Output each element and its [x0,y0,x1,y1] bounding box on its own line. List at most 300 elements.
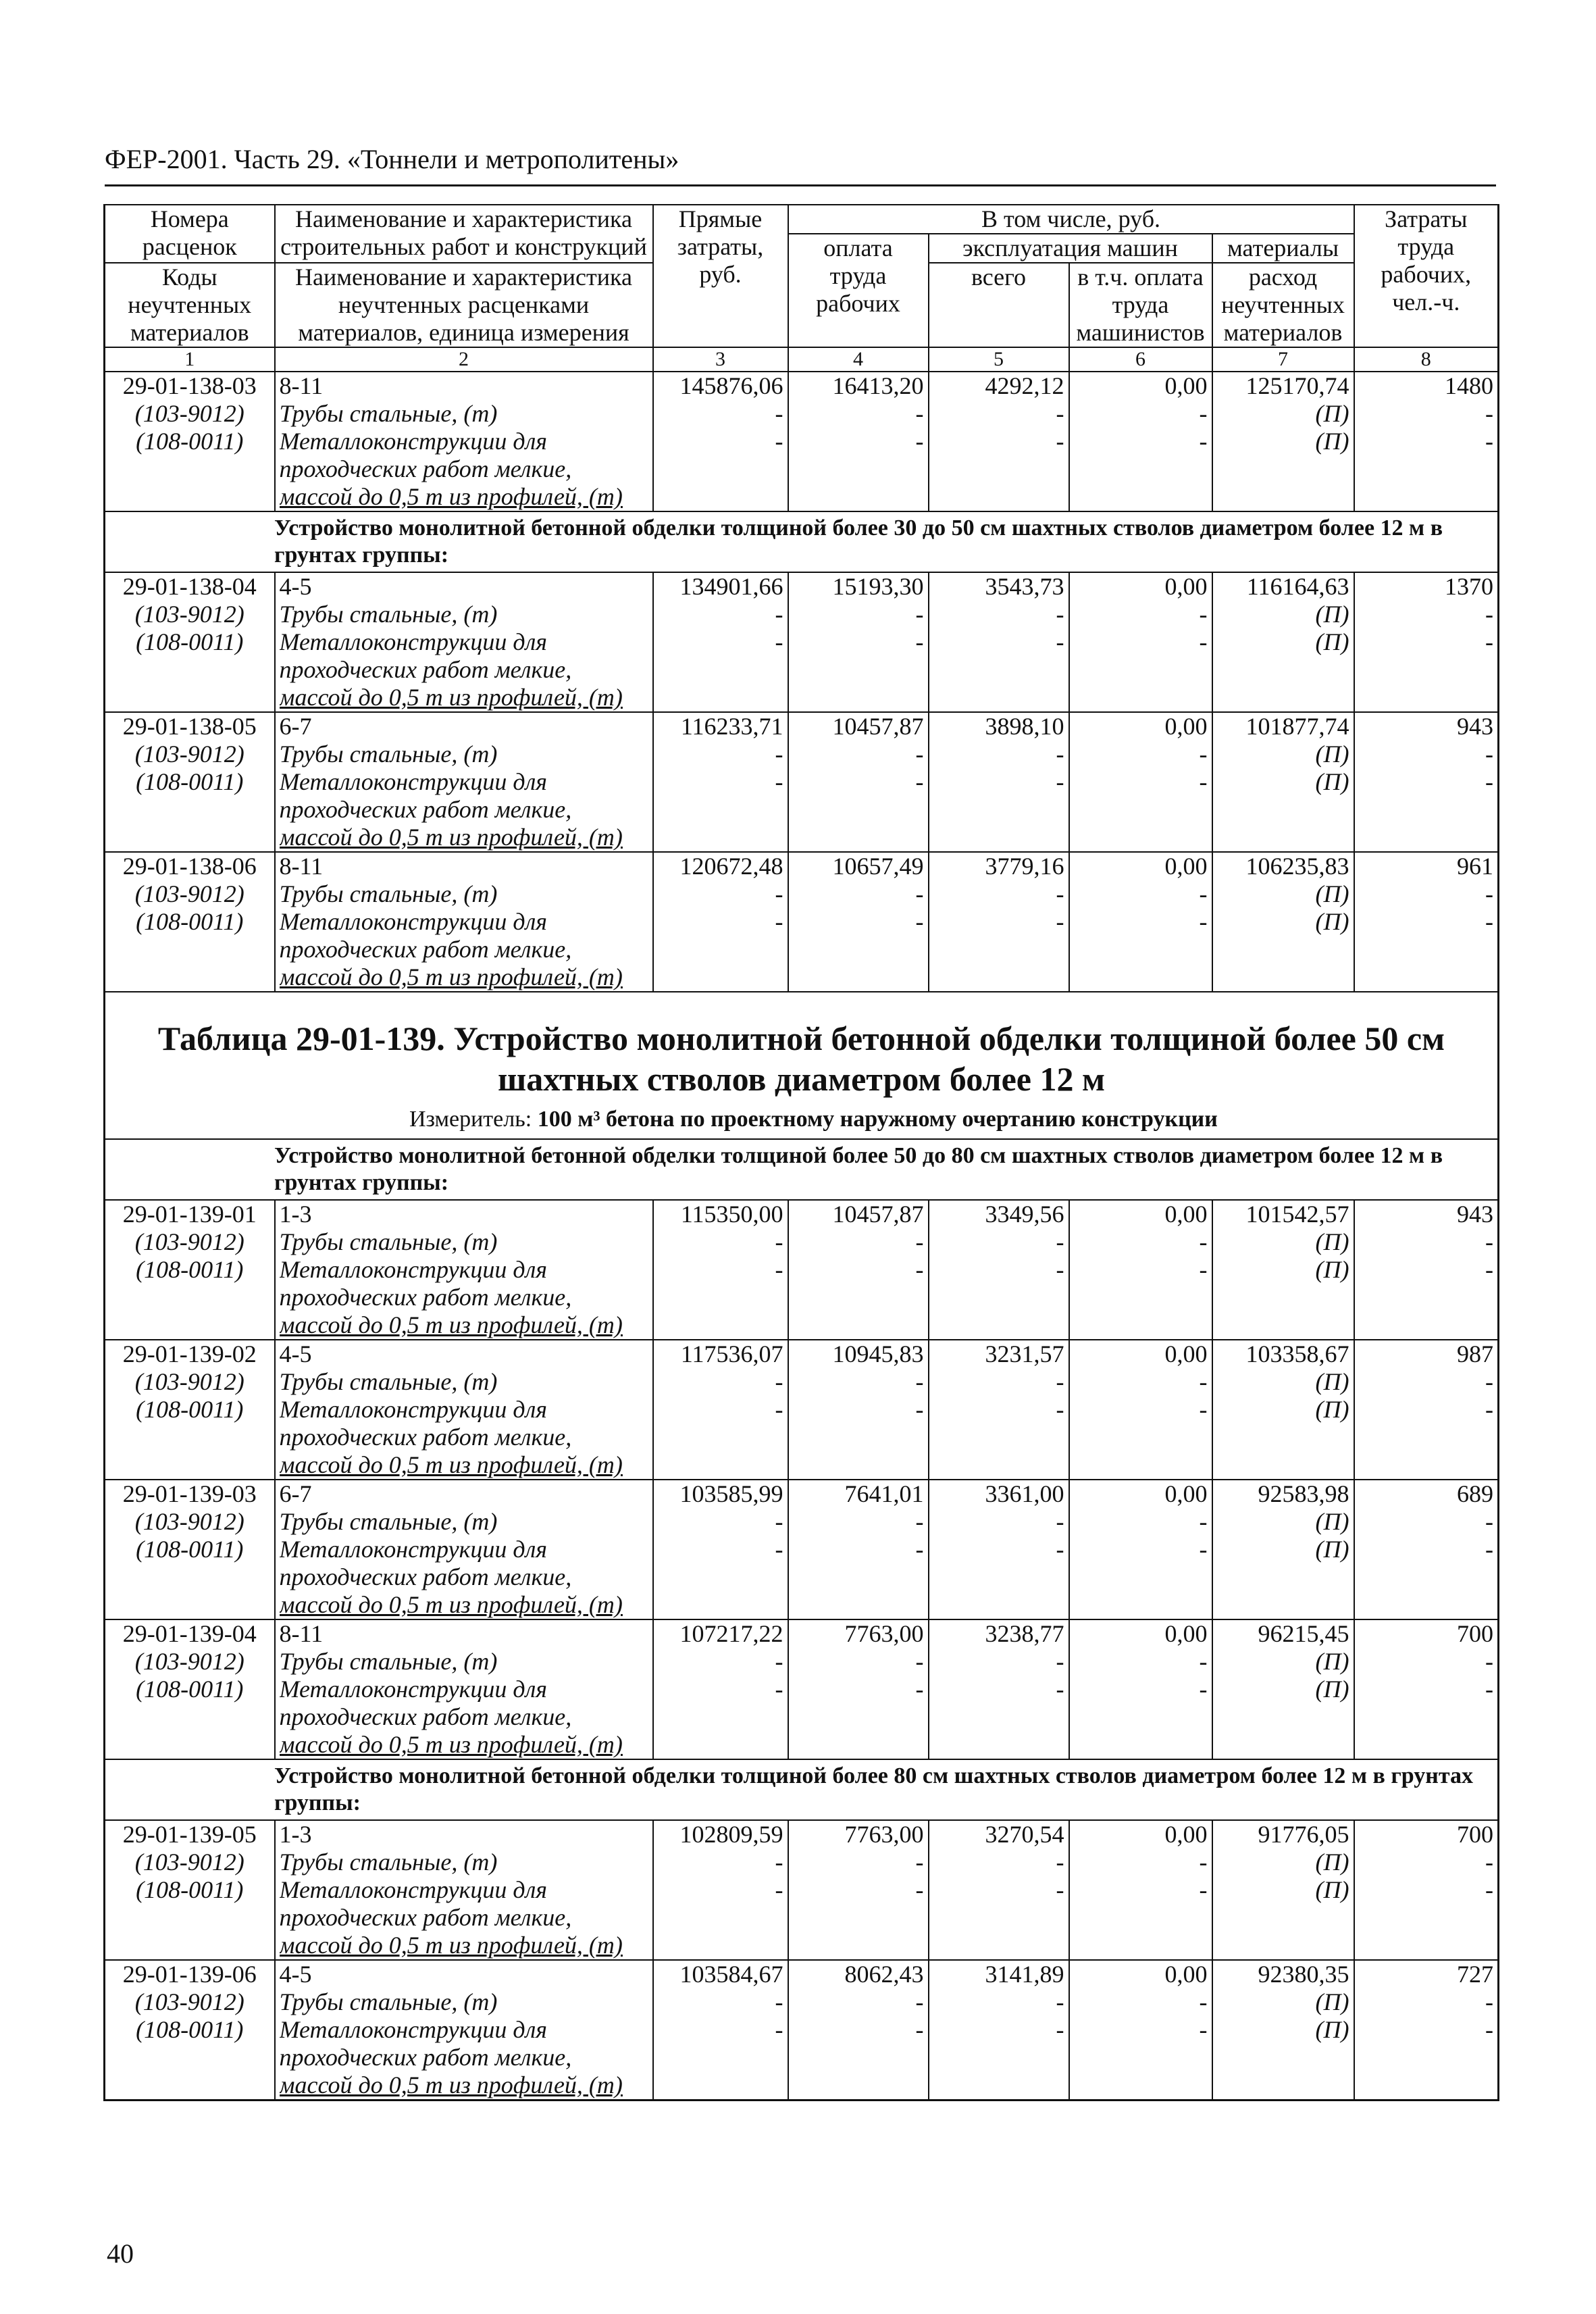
dash-mark: - [775,908,783,935]
dash-mark: - [1485,428,1494,455]
dash-mark: - [915,1876,924,1903]
blank-line [1359,1904,1494,1932]
dash-mark: - [1485,400,1494,427]
material-name: проходческих работ мелкие, [279,1904,572,1931]
labor-hours-cell [1354,712,1499,852]
material-name: проходческих работ мелкие, [279,1563,572,1590]
name-cell [275,712,653,852]
material-cost: 92380,35 [1258,1961,1349,1988]
blank-line [793,796,924,824]
measure-line [112,1105,1491,1134]
dash-mark: - [1199,428,1208,455]
blank-line [933,1703,1064,1731]
labor-hours: 943 [1457,1201,1494,1228]
section-heading: Устройство монолитной бетонной обделки толщиной более 30 до 50 см шахтных стволов диаметром более 12 м в грунтах группы: [105,511,1499,572]
blank-line [109,1731,270,1759]
material-name: Металлоконструкции для [279,1256,548,1283]
dash-mark: - [775,1648,783,1675]
direct-cost-cell [653,1200,788,1340]
blank-line [1074,936,1208,963]
col-num: 5 [929,347,1069,372]
blank-line [793,824,924,851]
direct-cost: 115350,00 [680,1201,783,1228]
dash-mark: - [775,1988,783,2015]
labor-hours: 1480 [1445,372,1494,399]
blank-line [1074,483,1208,511]
rates-table [103,204,1499,2101]
blank-line [658,684,783,711]
name-cell [275,852,653,992]
direct-cost-cell [653,372,788,511]
labor-cost-cell [788,1200,929,1340]
code-cell [105,1960,275,2101]
blank-line [1217,455,1349,483]
material-name: Трубы стальные, (т) [279,740,498,768]
labor-cost: 10457,87 [832,713,924,740]
blank-line [793,1904,924,1932]
code-cell [105,1619,275,1759]
labor-hours-cell [1354,1960,1499,2101]
blank-line [658,1284,783,1311]
dash-mark: - [1056,601,1064,628]
machine-cost-cell [929,712,1069,852]
col3-header: Прямые затраты, руб. [653,205,788,347]
dash-mark: - [1485,1988,1494,2015]
direct-cost-cell [653,852,788,992]
blank-line [793,2044,924,2071]
dash-mark: - [915,740,924,768]
dash-mark: - [1485,880,1494,907]
material-name: массой до 0,5 т из профилей, (т) [279,1932,623,1959]
dash-mark: - [775,428,783,455]
dash-mark: - [1485,1648,1494,1675]
dash-mark: - [1199,2016,1208,2043]
blank-line [1074,1591,1208,1619]
dash-mark: - [775,1848,783,1876]
machinist-cost: 0,00 [1164,573,1208,600]
blank-line [1217,2044,1349,2071]
labor-cost: 7641,01 [844,1480,924,1507]
dash-mark: - [775,1396,783,1423]
p-mark: (П) [1315,768,1349,795]
dash-mark: - [915,1536,924,1563]
blank-line [109,796,270,824]
machine-cost: 3238,77 [985,1620,1064,1647]
labor-hours-cell [1354,1200,1499,1340]
machinist-cost-cell [1069,852,1212,992]
rate-row [105,572,1499,712]
blank-line [109,963,270,991]
column-numbers-row [105,347,1499,372]
material-name: Трубы стальные, (т) [279,1648,498,1675]
rate-row [105,1820,1499,1960]
machine-cost-cell [929,1480,1069,1619]
machine-cost-cell [929,1340,1069,1480]
labor-cost-cell [788,1340,929,1480]
direct-cost: 107217,22 [679,1620,783,1647]
blank-line [658,936,783,963]
blank-line [109,1451,270,1479]
machinist-cost: 0,00 [1164,1961,1208,1988]
rate-code: 29-01-139-03 [122,1480,257,1507]
dash-mark: - [775,1536,783,1563]
machine-cost: 3361,00 [985,1480,1064,1507]
blank-line [1359,963,1494,991]
blank-line [933,1424,1064,1451]
labor-hours: 700 [1457,1620,1494,1647]
material-cell [1212,712,1354,852]
blank-line [793,963,924,991]
material-cost: 103358,67 [1245,1340,1349,1367]
material-code: (103-9012) [134,400,244,427]
dash-mark: - [1056,1848,1064,1876]
rate-row [105,1960,1499,2101]
dash-mark: - [915,1676,924,1703]
blank-line [933,1451,1064,1479]
material-cost: 96215,45 [1258,1620,1349,1647]
dash-mark: - [1485,740,1494,768]
blank-line [658,1424,783,1451]
dash-mark: - [1056,428,1064,455]
material-name: Металлоконструкции для [279,1396,548,1423]
dash-mark: - [775,601,783,628]
labor-cost-cell [788,372,929,511]
labor-cost: 15193,30 [832,573,924,600]
table-head [105,205,1499,372]
blank-line [109,483,270,511]
dash-mark: - [1485,1396,1494,1423]
material-code: (108-0011) [136,1676,244,1703]
col2-top-header: Наименование и характеристика строительных работ и конструкций [275,205,653,263]
section-heading: Устройство монолитной бетонной обделки толщиной более 80 см шахтных стволов диаметром более 12 м в грунтах группы: [105,1759,1499,1820]
blank-line [658,2044,783,2071]
blank-line [109,824,270,851]
col7-header: расход неучтенных материалов [1212,263,1354,347]
blank-line [1074,1284,1208,1311]
dash-mark: - [775,400,783,427]
p-mark: (П) [1315,601,1349,628]
dash-mark: - [1199,740,1208,768]
machinist-cost: 0,00 [1164,1620,1208,1647]
blank-line [933,684,1064,711]
blank-line [1074,1703,1208,1731]
blank-line [658,1904,783,1932]
machine-cost-cell [929,1619,1069,1759]
col-num: 6 [1069,347,1212,372]
dash-mark: - [915,1508,924,1535]
rate-row [105,852,1499,992]
labor-hours-cell [1354,1340,1499,1480]
labor-hours: 987 [1457,1340,1494,1367]
dash-mark: - [915,428,924,455]
material-name: Металлоконструкции для [279,1876,548,1903]
dash-mark: - [1199,880,1208,907]
blank-line [109,2071,270,2099]
blank-line [109,1904,270,1932]
dash-mark: - [1056,1228,1064,1255]
blank-line [109,2044,270,2071]
blank-line [1074,1932,1208,1959]
blank-line [933,1284,1064,1311]
dash-mark: - [915,1368,924,1395]
measure-label: Измеритель: [409,1107,532,1132]
blank-line [1074,1731,1208,1759]
soil-group: 4-5 [279,1340,312,1367]
blank-line [1359,2071,1494,2099]
col1-top-header: Номера расценок [105,205,275,263]
material-code: (108-0011) [136,1396,244,1423]
blank-line [109,1311,270,1339]
direct-cost-cell [653,712,788,852]
p-mark: (П) [1315,1508,1349,1535]
dash-mark: - [1056,2016,1064,2043]
section2 [105,1139,1499,1200]
dash-mark: - [1199,601,1208,628]
rate-code: 29-01-138-06 [122,853,257,880]
blank-line [793,656,924,684]
measure-value: 100 м³ бетона по проектному наружному очертанию конструкции [537,1107,1218,1132]
machinist-cost-cell [1069,372,1212,511]
blank-line [1217,824,1349,851]
labor-cost: 8062,43 [844,1961,924,1988]
blank-line [1359,1451,1494,1479]
rate-row [105,1200,1499,1340]
labor-hours: 727 [1457,1961,1494,1988]
material-code: (103-9012) [134,740,244,768]
table-title-line1: Таблица 29-01-139. Устройство монолитной бетонной обделки толщиной более 50 см [157,1020,1445,1057]
dash-mark: - [915,908,924,935]
machinist-cost: 0,00 [1164,1480,1208,1507]
labor-hours: 961 [1457,853,1494,880]
dash-mark: - [1199,1508,1208,1535]
blank-line [1074,1424,1208,1451]
machinist-cost: 0,00 [1164,713,1208,740]
direct-cost: 120672,48 [679,853,783,880]
material-cost: 116164,63 [1246,573,1349,600]
dash-mark: - [915,2016,924,2043]
blank-line [658,483,783,511]
blank-line [109,656,270,684]
dash-mark: - [1199,1648,1208,1675]
code-cell [105,1820,275,1960]
dash-mark: - [915,768,924,795]
material-name: Металлоконструкции для [279,628,548,655]
blank-line [109,1703,270,1731]
material-name: массой до 0,5 т из профилей, (т) [279,684,623,711]
machinist-cost-cell [1069,1960,1212,2101]
material-name: Трубы стальные, (т) [279,1988,498,2015]
labor-cost: 7763,00 [844,1620,924,1647]
blank-line [1359,796,1494,824]
machine-cost-cell [929,372,1069,511]
blank-line [1217,963,1349,991]
labor-hours-cell [1354,572,1499,712]
dash-mark: - [915,1988,924,2015]
dash-mark: - [915,601,924,628]
material-code: (108-0011) [136,2016,244,2043]
material-name: массой до 0,5 т из профилей, (т) [279,483,623,510]
dash-mark: - [1056,1508,1064,1535]
machinist-cost: 0,00 [1164,1201,1208,1228]
rate-code: 29-01-138-05 [122,713,257,740]
material-cell [1212,372,1354,511]
blank-line [1074,2071,1208,2099]
blank-line [1217,1451,1349,1479]
blank-line [933,1591,1064,1619]
dash-mark: - [915,880,924,907]
dash-mark: - [915,628,924,655]
machinist-cost: 0,00 [1164,372,1208,399]
material-name: массой до 0,5 т из профилей, (т) [279,1591,623,1618]
p-mark: (П) [1315,1848,1349,1876]
material-name: проходческих работ мелкие, [279,1284,572,1311]
blank-line [658,1731,783,1759]
material-name: массой до 0,5 т из профилей, (т) [279,1311,623,1338]
material-name: массой до 0,5 т из профилей, (т) [279,2071,623,2098]
soil-group: 8-11 [279,853,324,880]
machinist-cost-cell [1069,1820,1212,1960]
machine-cost-cell [929,572,1069,712]
direct-cost: 117536,07 [680,1340,783,1367]
soil-group: 6-7 [279,713,312,740]
dash-mark: - [915,1396,924,1423]
dash-mark: - [775,1228,783,1255]
blank-line [933,796,1064,824]
material-code: (108-0011) [136,908,244,935]
material-code: (108-0011) [136,1876,244,1903]
labor-hours: 1370 [1445,573,1494,600]
blank-line [933,483,1064,511]
material-cost: 91776,05 [1258,1821,1349,1848]
machines-header: эксплуатация машин [929,234,1212,263]
soil-group: 4-5 [279,1961,312,1988]
material-cell [1212,1619,1354,1759]
blank-line [933,656,1064,684]
col8-header: Затраты труда рабочих, чел.-ч. [1354,205,1499,347]
direct-cost-cell [653,1960,788,2101]
material-cell [1212,852,1354,992]
blank-line [933,1932,1064,1959]
blank-line [1217,1311,1349,1339]
dash-mark: - [915,1648,924,1675]
dash-mark: - [1199,1536,1208,1563]
machine-cost-cell [929,1960,1069,2101]
rate-code: 29-01-139-05 [122,1821,257,1848]
col5-header: всего [929,263,1069,347]
blank-line [1359,455,1494,483]
blank-line [1359,1424,1494,1451]
block4 [105,1820,1499,2101]
rate-row [105,1340,1499,1480]
blank-line [933,1904,1064,1932]
dash-mark: - [1199,1988,1208,2015]
material-code: (108-0011) [136,1256,244,1283]
p-mark: (П) [1315,1988,1349,2015]
p-mark: (П) [1315,428,1349,455]
blank-line [1074,684,1208,711]
blank-line [933,2044,1064,2071]
material-cell [1212,1200,1354,1340]
dash-mark: - [1485,1256,1494,1283]
blank-line [658,455,783,483]
col-num: 4 [788,347,929,372]
direct-cost: 102809,59 [679,1821,783,1848]
material-name: проходческих работ мелкие, [279,796,572,823]
material-cell [1212,1480,1354,1619]
dash-mark: - [775,1676,783,1703]
dash-mark: - [1056,768,1064,795]
blank-line [1217,1932,1349,1959]
dash-mark: - [1056,740,1064,768]
blank-line [1359,684,1494,711]
blank-line [109,1563,270,1591]
blank-line [1217,1591,1349,1619]
machine-cost: 4292,12 [985,372,1064,399]
machine-cost: 3779,16 [985,853,1064,880]
blank-line [658,824,783,851]
dash-mark: - [1056,400,1064,427]
dash-mark: - [915,400,924,427]
dash-mark: - [1056,908,1064,935]
p-mark: (П) [1315,880,1349,907]
direct-cost: 103585,99 [679,1480,783,1507]
machinist-cost-cell [1069,1200,1212,1340]
machinist-cost-cell [1069,1340,1212,1480]
dash-mark: - [1056,1988,1064,2015]
material-code: (103-9012) [134,601,244,628]
blank-line [933,963,1064,991]
blank-line [658,1563,783,1591]
material-name: массой до 0,5 т из профилей, (т) [279,1451,623,1478]
dash-mark: - [1485,1536,1494,1563]
p-mark: (П) [1315,1676,1349,1703]
dash-mark: - [775,2016,783,2043]
blank-line [109,936,270,963]
dash-mark: - [1199,1228,1208,1255]
machinist-cost-cell [1069,572,1212,712]
blank-line [1359,1731,1494,1759]
blank-line [1217,1284,1349,1311]
labor-cost-cell [788,1619,929,1759]
rate-row [105,1619,1499,1759]
p-mark: (П) [1315,1536,1349,1563]
blank-line [1074,1311,1208,1339]
blank-line [793,1932,924,1959]
direct-cost-cell [653,1820,788,1960]
blank-line [1359,1591,1494,1619]
blank-line [1359,483,1494,511]
blank-line [1074,1904,1208,1932]
dash-mark: - [1485,2016,1494,2043]
blank-line [1074,1563,1208,1591]
soil-group: 8-11 [279,1620,324,1647]
material-name: Металлоконструкции для [279,428,548,455]
table-title-line2: шахтных стволов диаметром более 12 м [497,1060,1106,1098]
material-name: массой до 0,5 т из профилей, (т) [279,1731,623,1758]
material-name: Трубы стальные, (т) [279,601,498,628]
machinist-cost-cell [1069,1619,1212,1759]
machine-cost-cell [929,852,1069,992]
blank-line [933,1311,1064,1339]
blank-line [1074,455,1208,483]
labor-hours-cell [1354,852,1499,992]
dash-mark: - [775,1256,783,1283]
direct-cost-cell [653,1480,788,1619]
dash-mark: - [1485,1848,1494,1876]
blank-line [658,1311,783,1339]
material-name: массой до 0,5 т из профилей, (т) [279,963,623,990]
blank-line [1074,2044,1208,2071]
